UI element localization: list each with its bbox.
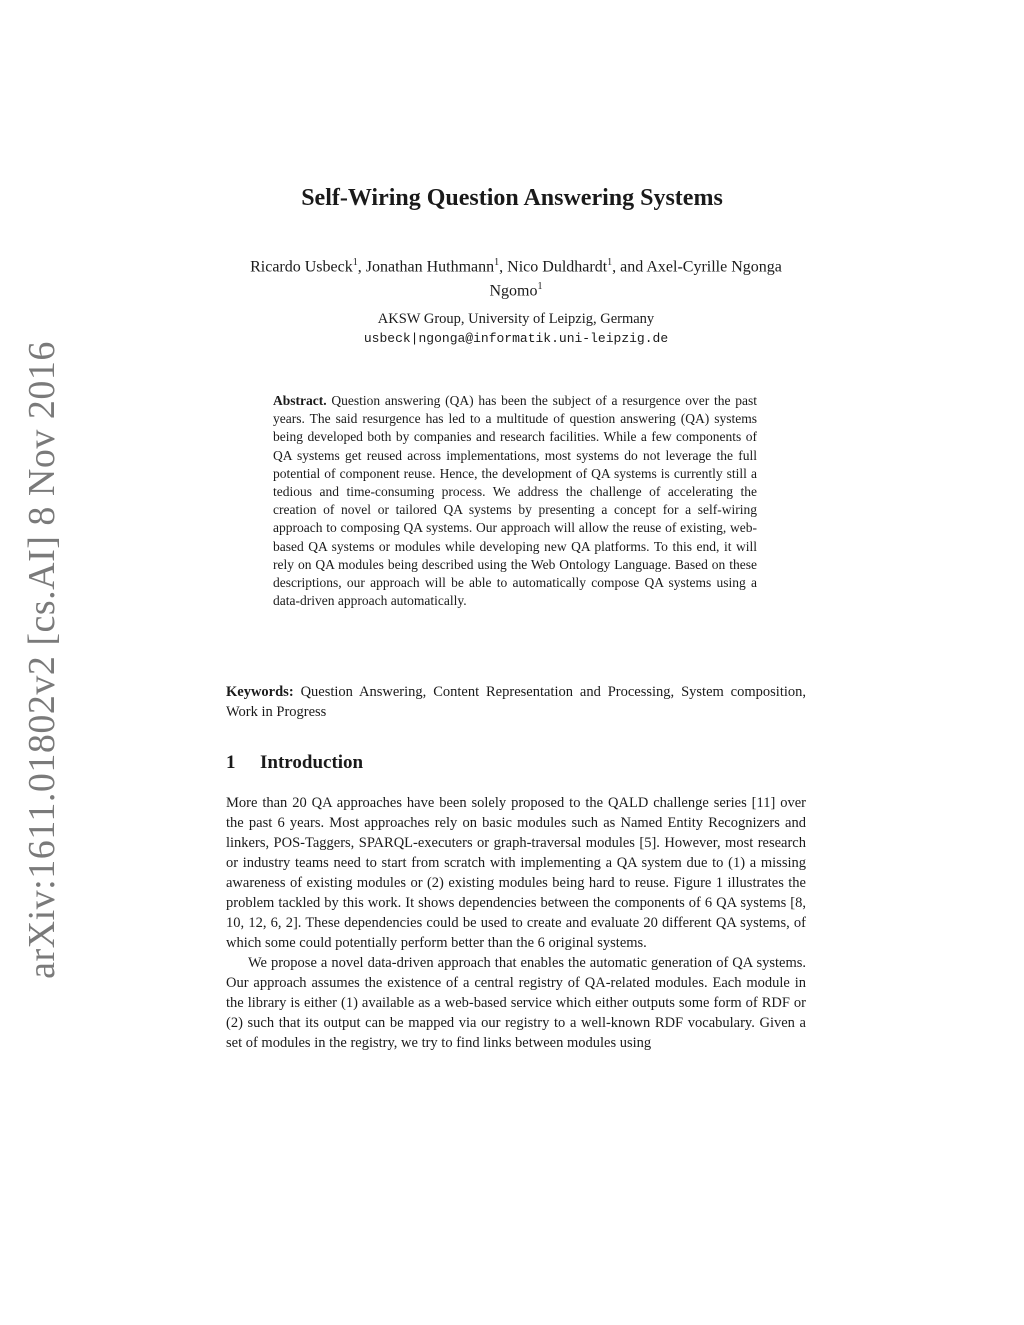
affiliation-mark: 1 <box>494 257 500 268</box>
section-body <box>226 793 806 1053</box>
contact-email: usbeck|ngonga@informatik.uni-leipzig.de <box>363 331 669 346</box>
section-heading <box>226 752 363 774</box>
abstract-text: Question answering (QA) has been the subject of a resurgence over the past years. The said resurgence has led to a multitude of question answering (QA) systems being developed both by companies and research facilities. While a few components of QA systems get reused across implementations, most systems do not leverage the full potential of component reuse. Hence, the development of QA systems is currently still a tedious and time-consuming process. We address the challenge of accelerating the creation of novel or tailored QA systems by presenting a concept for a self-wiring approach to composing QA systems. Our approach will allow the reuse of existing, web-based QA systems or modules while developing new QA platforms. To this end, it will rely on QA modules being described using the Web Ontology Language. Based on these descriptions, our approach will be able to automatically compose QA systems using a data-driven approach automatically. <box>273 393 757 609</box>
author-separator: , and <box>612 258 647 276</box>
paragraph: We propose a novel data-driven approach that enables the automatic generation of QA systems. Our approach assumes the existence of a central registry of QA-related modules. Each module in the library is either (1) available as a web-based service which either outputs some form of RDF or (2) such that its output can be mapped via our registry to a well-known RDF vocabulary. Given a set of modules in the registry, we try to find links between modules using <box>226 955 806 1051</box>
affiliation-mark: 1 <box>352 257 358 268</box>
affiliation-mark: 1 <box>537 281 543 293</box>
section-number: 1 <box>226 752 236 773</box>
affiliation-mark: 1 <box>607 257 613 268</box>
paragraph: More than 20 QA approaches have been solely proposed to the QALD challenge series [11] over the past 6 years. Most approaches rely on basic modules such as Named Entity Recognizers and linkers, POS-Taggers, SPARQL-executers or graph-traversal modules [5]. However, most research or industry teams need to start from scratch with implementing a QA system due to (1) a missing awareness of existing modules or (2) existing modules being hard to reuse. Figure 1 illustrates the problem tackled by this work. It shows dependencies between the components of 6 QA systems [8, 10, 12, 6, 2]. These dependencies could be used to create and evaluate 20 different QA systems, of which some could potentially perform better than the 6 original systems. <box>226 795 806 951</box>
section-title: Introduction <box>260 752 364 773</box>
author-name: Axel-Cyrille Ngonga Ngomo <box>489 258 782 300</box>
affiliation-group: AKSW Group, University of Leipzig, Germany <box>377 311 655 327</box>
author-separator: , <box>499 258 508 276</box>
keywords-label: Keywords: <box>226 684 294 700</box>
author-name: Nico Duldhardt <box>507 258 608 276</box>
abstract-label: Abstract. <box>273 393 327 408</box>
keywords <box>226 682 806 722</box>
paper-title: Self-Wiring Question Answering Systems <box>301 185 723 211</box>
author-name: Jonathan Huthmann <box>365 258 495 276</box>
abstract <box>273 392 757 610</box>
author-separator: , <box>357 258 366 276</box>
affiliation-block <box>226 310 806 348</box>
arxiv-identifier-stamp: arXiv:1611.01802v2 [cs.AI] 8 Nov 2016 <box>21 341 63 979</box>
author-list <box>226 253 806 302</box>
author-name: Ricardo Usbeck <box>250 258 353 276</box>
keywords-text: Question Answering, Content Representation and Processing, System composition, Work in Progress <box>226 684 806 720</box>
